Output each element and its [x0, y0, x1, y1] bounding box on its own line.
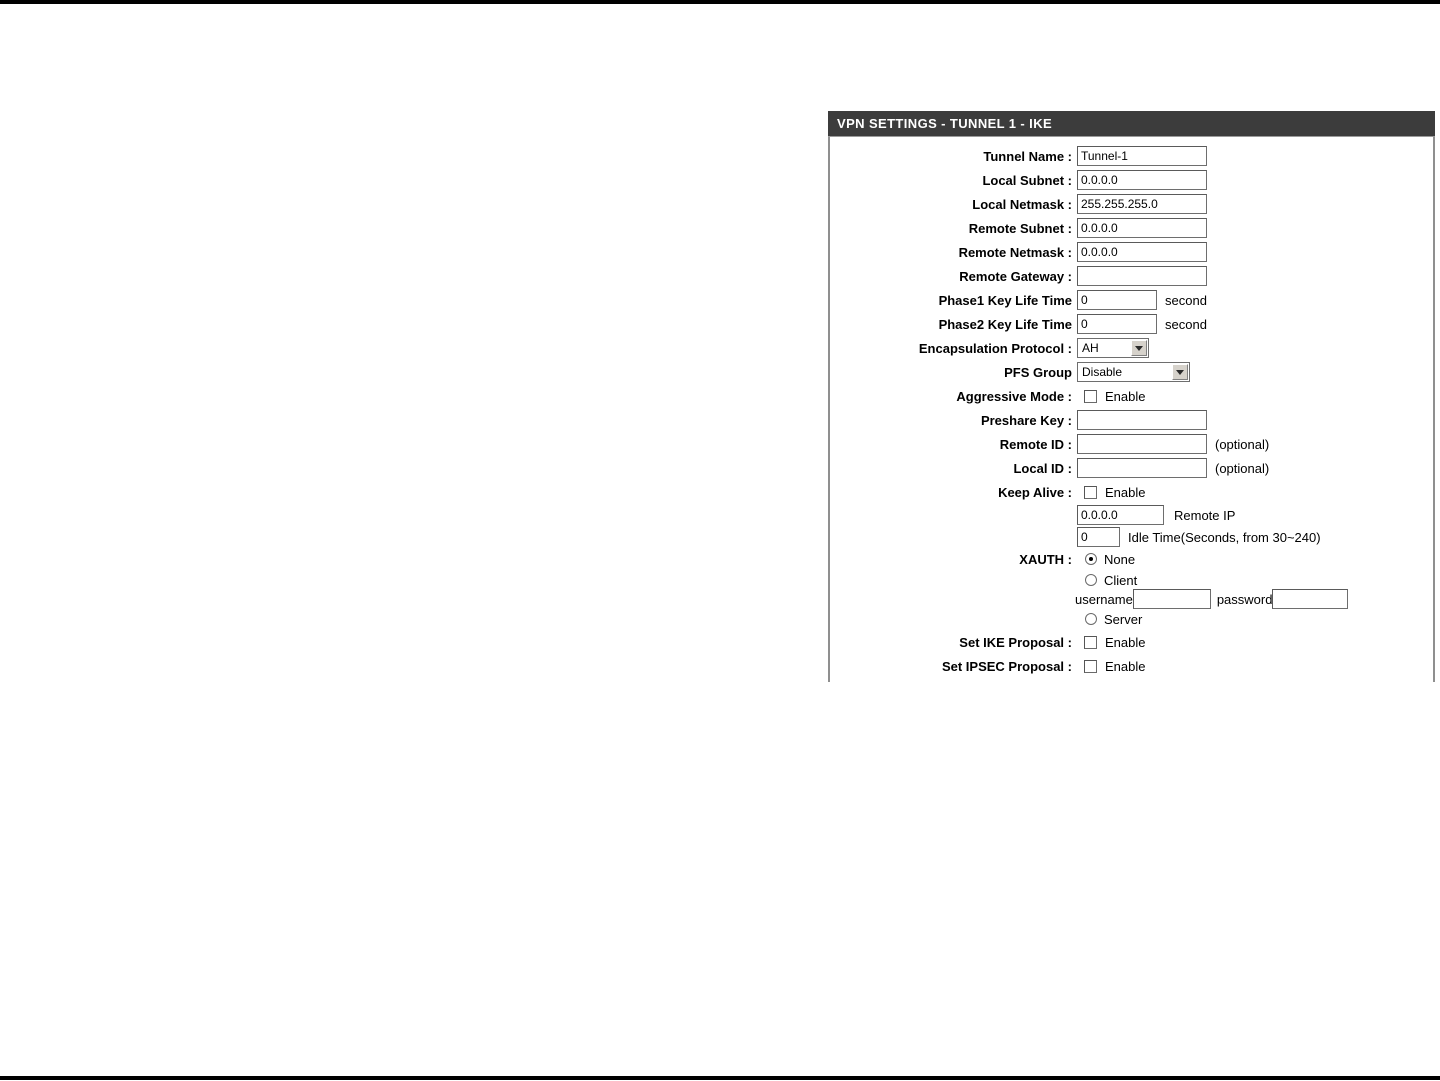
local-subnet-input[interactable]	[1077, 170, 1207, 190]
encapsulation-protocol-selected-value: AH	[1082, 341, 1099, 355]
xauth-server-row	[830, 608, 1433, 630]
local-netmask-label: Local Netmask :	[972, 196, 1072, 212]
set-ike-proposal-label: Set IKE Proposal :	[959, 634, 1072, 650]
local-subnet-row	[830, 168, 1433, 192]
remote-subnet-row	[830, 216, 1433, 240]
xauth-client-label: Client	[1104, 572, 1138, 588]
xauth-password-label: password	[1216, 591, 1273, 607]
phase1-unit-label: second	[1165, 292, 1207, 308]
phase2-key-life-time-row	[830, 312, 1433, 336]
set-ipsec-proposal-enable-checkbox[interactable]	[1084, 660, 1097, 673]
set-ipsec-proposal-row	[830, 654, 1433, 678]
preshare-key-input[interactable]	[1077, 410, 1207, 430]
aggressive-mode-label: Aggressive Mode :	[956, 388, 1072, 404]
keep-alive-idle-time-input[interactable]	[1077, 527, 1120, 547]
pfs-group-select[interactable]	[1077, 362, 1190, 382]
xauth-password-input[interactable]	[1272, 589, 1348, 609]
phase1-key-life-time-label: Phase1 Key Life Time	[938, 292, 1072, 308]
preshare-key-row	[830, 408, 1433, 432]
xauth-client-radio[interactable]	[1085, 574, 1097, 586]
pfs-group-row	[830, 360, 1433, 384]
set-ike-proposal-row	[830, 630, 1433, 654]
remote-gateway-row	[830, 264, 1433, 288]
local-netmask-row	[830, 192, 1433, 216]
xauth-none-label: None	[1104, 551, 1136, 567]
phase1-key-life-time-row	[830, 288, 1433, 312]
local-id-label: Local ID :	[1013, 460, 1072, 476]
tunnel-name-row	[830, 144, 1433, 168]
phase2-key-life-time-label: Phase2 Key Life Time	[938, 316, 1072, 332]
xauth-credentials-row	[830, 590, 1433, 608]
remote-id-row	[830, 432, 1433, 456]
panel-title: VPN SETTINGS - TUNNEL 1 - IKE	[828, 111, 1435, 137]
remote-gateway-label: Remote Gateway :	[959, 268, 1072, 284]
pfs-group-selected-value: Disable	[1082, 365, 1123, 379]
local-id-row	[830, 456, 1433, 480]
remote-id-optional-note: (optional)	[1215, 436, 1270, 452]
remote-subnet-label: Remote Subnet :	[968, 220, 1072, 236]
xauth-server-radio[interactable]	[1085, 613, 1097, 625]
preshare-key-label: Preshare Key :	[980, 412, 1072, 428]
remote-id-label: Remote ID :	[999, 436, 1072, 452]
phase2-key-life-time-input[interactable]	[1077, 314, 1157, 334]
xauth-username-label: username	[1075, 591, 1133, 607]
vpn-settings-panel	[828, 111, 1435, 682]
local-netmask-input[interactable]	[1077, 194, 1207, 214]
chevron-down-icon[interactable]	[1131, 340, 1147, 356]
remote-subnet-input[interactable]	[1077, 218, 1207, 238]
encapsulation-protocol-label: Encapsulation Protocol :	[918, 340, 1072, 356]
local-id-optional-note: (optional)	[1215, 460, 1270, 476]
local-id-input[interactable]	[1077, 458, 1207, 478]
keep-alive-label: Keep Alive :	[998, 484, 1072, 500]
keep-alive-idle-time-row	[830, 526, 1433, 548]
set-ike-proposal-enable-checkbox[interactable]	[1084, 636, 1097, 649]
xauth-none-radio[interactable]	[1085, 553, 1097, 565]
tunnel-name-input[interactable]	[1077, 146, 1207, 166]
encapsulation-protocol-select[interactable]	[1077, 338, 1149, 358]
chevron-down-icon[interactable]	[1172, 364, 1188, 380]
vpn-settings-form	[828, 137, 1435, 682]
page-bottom-rule	[0, 1076, 1440, 1080]
aggressive-mode-enable-checkbox[interactable]	[1084, 390, 1097, 403]
keep-alive-enable-checkbox[interactable]	[1084, 486, 1097, 499]
set-ipsec-proposal-enable-label: Enable	[1105, 658, 1146, 674]
local-subnet-label: Local Subnet :	[982, 172, 1072, 188]
aggressive-mode-row	[830, 384, 1433, 408]
xauth-label: XAUTH :	[1019, 551, 1072, 567]
pfs-group-label: PFS Group	[1004, 364, 1072, 380]
set-ipsec-proposal-label: Set IPSEC Proposal :	[941, 658, 1072, 674]
keep-alive-remote-ip-label: Remote IP	[1174, 507, 1236, 523]
keep-alive-enable-label: Enable	[1105, 484, 1146, 500]
remote-gateway-input[interactable]	[1077, 266, 1207, 286]
tunnel-name-label: Tunnel Name :	[983, 148, 1072, 164]
remote-netmask-input[interactable]	[1077, 242, 1207, 262]
remote-netmask-label: Remote Netmask :	[958, 244, 1072, 260]
xauth-client-row	[830, 570, 1433, 590]
keep-alive-row	[830, 480, 1433, 504]
aggressive-mode-enable-label: Enable	[1105, 388, 1146, 404]
keep-alive-remote-ip-input[interactable]	[1077, 505, 1164, 525]
remote-id-input[interactable]	[1077, 434, 1207, 454]
keep-alive-idle-time-label: Idle Time(Seconds, from 30~240)	[1128, 529, 1321, 545]
phase2-unit-label: second	[1165, 316, 1207, 332]
encapsulation-protocol-row	[830, 336, 1433, 360]
xauth-server-label: Server	[1104, 611, 1143, 627]
page-top-rule	[0, 0, 1440, 4]
phase1-key-life-time-input[interactable]	[1077, 290, 1157, 310]
keep-alive-remote-ip-row	[830, 504, 1433, 526]
remote-netmask-row	[830, 240, 1433, 264]
xauth-none-row	[830, 548, 1433, 570]
set-ike-proposal-enable-label: Enable	[1105, 634, 1146, 650]
xauth-username-input[interactable]	[1133, 589, 1211, 609]
